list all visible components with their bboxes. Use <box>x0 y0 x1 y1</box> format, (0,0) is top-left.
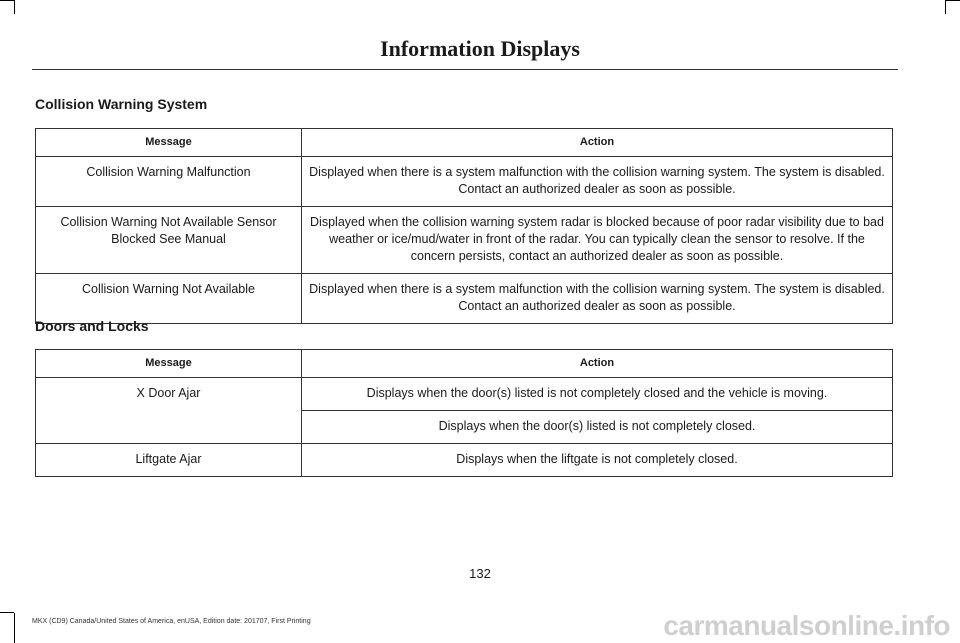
section-heading-doors: Doors and Locks <box>35 318 149 334</box>
table-header-row <box>36 129 893 157</box>
column-header-action: Action <box>302 350 893 378</box>
table-row <box>36 411 893 444</box>
column-header-action: Action <box>302 129 893 157</box>
action-cell: Displays when the door(s) listed is not completely closed. <box>302 411 893 444</box>
table-row <box>36 157 893 207</box>
crop-mark <box>945 0 946 14</box>
column-header-message: Message <box>36 350 302 378</box>
section-heading-collision: Collision Warning System <box>35 96 208 112</box>
message-cell: Collision Warning Not Available Sensor Blocked See Manual <box>36 207 302 274</box>
crop-mark <box>0 612 14 613</box>
page-title: Information Displays <box>380 36 580 61</box>
action-cell: Displayed when there is a system malfunction with the collision warning system. The system is disabled. Contact an authorized dealer as soon as possible. <box>302 274 893 324</box>
message-cell: Liftgate Ajar <box>36 444 302 477</box>
edition-footer: MKX (CD9) Canada/United States of America, enUSA, Edition date: 201707, First Printing <box>32 618 311 625</box>
action-cell: Displayed when there is a system malfunction with the collision warning system. The system is disabled. Contact an authorized dealer as soon as possible. <box>302 157 893 207</box>
doors-locks-table <box>35 349 893 477</box>
watermark-logo: carmanualsonline.info <box>663 610 950 641</box>
action-cell: Displays when the liftgate is not completely closed. <box>302 444 893 477</box>
action-cell: Displayed when the collision warning system radar is blocked because of poor radar visibility due to bad weather or ice/mud/water in front of the radar. You can typically clean the sensor to resolve. If the concern persists, contact an authorized dealer as soon as possible. <box>302 207 893 274</box>
collision-warning-table <box>35 128 893 324</box>
action-cell: Displays when the door(s) listed is not completely closed and the vehicle is moving. <box>302 378 893 411</box>
title-divider <box>32 69 898 70</box>
column-header-message: Message <box>36 129 302 157</box>
crop-mark <box>0 0 14 1</box>
message-cell: Collision Warning Malfunction <box>36 157 302 207</box>
table-row <box>36 207 893 274</box>
crop-mark <box>14 613 15 643</box>
message-cell: X Door Ajar <box>36 378 302 411</box>
crop-mark <box>14 0 15 14</box>
table-row <box>36 378 893 411</box>
page-number: 132 <box>469 566 491 581</box>
table-header-row <box>36 350 893 378</box>
message-cell <box>36 411 302 444</box>
message-cell: Collision Warning Not Available <box>36 274 302 324</box>
table-row <box>36 444 893 477</box>
crop-mark <box>946 0 960 1</box>
table-row <box>36 274 893 324</box>
